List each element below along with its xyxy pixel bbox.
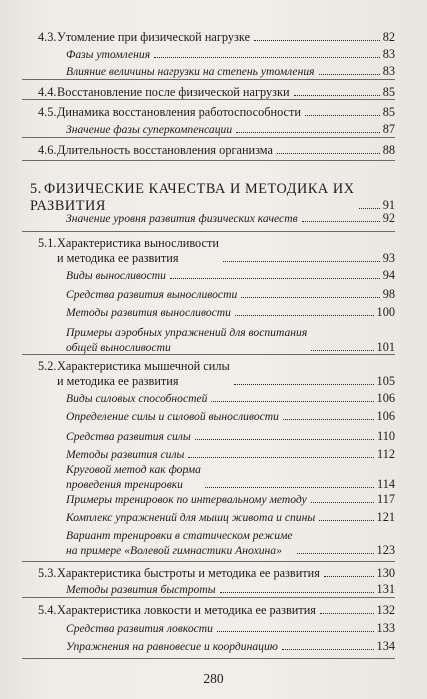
section-divider bbox=[22, 561, 395, 562]
entry-title: Методы развития силы bbox=[66, 448, 185, 461]
entry-title: Характеристика мышечной силы bbox=[57, 359, 230, 373]
page-ref: 123 bbox=[376, 543, 395, 557]
page-ref: 133 bbox=[376, 621, 395, 635]
dot-leader bbox=[217, 631, 374, 632]
page-ref: 112 bbox=[377, 447, 395, 461]
toc-subentry bbox=[66, 325, 307, 355]
toc-subentry bbox=[66, 429, 191, 444]
section-number: 5.2. bbox=[38, 359, 57, 373]
dot-leader bbox=[170, 278, 380, 279]
dot-leader bbox=[277, 153, 380, 154]
dot-leader bbox=[254, 40, 380, 41]
dot-leader bbox=[188, 457, 374, 458]
dot-leader bbox=[282, 649, 374, 650]
toc-subentry bbox=[66, 64, 315, 79]
page-ref: 130 bbox=[376, 566, 395, 580]
entry-title: Средства развития ловкости bbox=[66, 622, 213, 635]
page-ref: 106 bbox=[376, 391, 395, 405]
entry-title: Примеры тренировок по интервальному методу bbox=[66, 493, 307, 506]
entry-title: Длительность восстановления организма bbox=[57, 143, 273, 157]
section-number: 4.5. bbox=[38, 105, 57, 119]
dot-leader bbox=[241, 297, 379, 298]
page-ref: 98 bbox=[382, 287, 395, 301]
entry-title: Круговой метод как форма bbox=[66, 463, 201, 476]
page-ref: 100 bbox=[376, 305, 395, 319]
dot-leader bbox=[359, 208, 380, 209]
toc-subentry bbox=[66, 528, 293, 558]
entry-title: Комплекс упражнений для мышц живота и спины bbox=[66, 511, 316, 524]
page-ref: 121 bbox=[376, 510, 395, 524]
page-ref: 83 bbox=[382, 47, 395, 61]
page-ref: 106 bbox=[376, 409, 395, 423]
toc-section bbox=[38, 566, 320, 581]
dot-leader bbox=[311, 502, 374, 503]
section-divider bbox=[22, 79, 395, 80]
page-ref: 85 bbox=[382, 105, 395, 119]
section-number: 5.3. bbox=[38, 566, 57, 580]
page-ref: 117 bbox=[377, 492, 395, 506]
entry-title: Характеристика ловкости и методика ее развития bbox=[57, 603, 316, 617]
toc-section bbox=[38, 236, 219, 266]
dot-leader bbox=[302, 221, 380, 222]
entry-title: Утомление при физической нагрузке bbox=[57, 30, 251, 44]
toc-subentry bbox=[66, 621, 213, 636]
entry-title: Средства развития силы bbox=[66, 430, 191, 443]
dot-leader bbox=[283, 419, 374, 420]
entry-title: и методика ее развития bbox=[57, 374, 179, 388]
page-ref: 87 bbox=[382, 122, 395, 136]
entry-title: Характеристика выносливости bbox=[57, 236, 219, 250]
section-number: 4.6. bbox=[38, 143, 57, 157]
toc-subentry bbox=[66, 447, 184, 462]
toc-section bbox=[38, 603, 316, 618]
page-ref: 131 bbox=[376, 582, 395, 596]
dot-leader bbox=[235, 315, 374, 316]
toc-subentry bbox=[66, 211, 298, 226]
entry-title: Динамика восстановления работоспособности bbox=[57, 105, 301, 119]
page-ref: 85 bbox=[382, 85, 395, 99]
section-number: 5.1. bbox=[38, 236, 57, 250]
page-ref: 91 bbox=[382, 198, 395, 212]
dot-leader bbox=[154, 57, 380, 58]
entry-title: Восстановление после физической нагрузки bbox=[57, 85, 290, 99]
dot-leader bbox=[305, 115, 380, 116]
dot-leader bbox=[205, 487, 374, 488]
page-ref: 93 bbox=[382, 251, 395, 265]
toc-section bbox=[38, 85, 290, 100]
entry-title: ФИЗИЧЕСКИЕ КАЧЕСТВА И МЕТОДИКА ИХ bbox=[44, 181, 355, 197]
section-divider bbox=[22, 658, 395, 659]
entry-title: Средства развития выносливости bbox=[66, 288, 238, 301]
entry-title: Примеры аэробных упражнений для воспитания bbox=[66, 326, 308, 339]
page-ref: 94 bbox=[382, 268, 395, 282]
toc-subentry bbox=[66, 122, 232, 137]
dot-leader bbox=[311, 350, 373, 351]
page-ref: 83 bbox=[382, 64, 395, 78]
entry-title: Значение фазы суперкомпенсации bbox=[66, 123, 233, 136]
entry-title: Упражнения на равновесие и координацию bbox=[66, 640, 278, 653]
toc-subentry bbox=[66, 639, 278, 654]
entry-title: Фазы утомления bbox=[66, 48, 151, 61]
section-number: 4.4. bbox=[38, 85, 57, 99]
toc-subentry bbox=[66, 409, 279, 424]
toc-subentry bbox=[66, 391, 207, 406]
toc-subentry bbox=[66, 582, 216, 597]
section-number: 5.4. bbox=[38, 603, 57, 617]
toc-subentry bbox=[66, 510, 315, 525]
toc-section bbox=[38, 105, 301, 120]
dot-leader bbox=[236, 132, 380, 133]
section-number: 4.3. bbox=[38, 30, 57, 44]
dot-leader bbox=[195, 439, 374, 440]
entry-title: Виды силовых способностей bbox=[66, 392, 208, 405]
dot-leader bbox=[220, 592, 374, 593]
page-ref: 82 bbox=[382, 30, 395, 44]
dot-leader bbox=[320, 613, 374, 614]
toc-subentry bbox=[66, 268, 166, 283]
dot-leader bbox=[324, 576, 374, 577]
section-divider bbox=[22, 137, 395, 138]
page-ref: 92 bbox=[382, 211, 395, 225]
entry-title: и методика ее развития bbox=[57, 251, 179, 265]
entry-title: Вариант тренировки в статическом режиме bbox=[66, 529, 293, 542]
dot-leader bbox=[294, 95, 380, 96]
dot-leader bbox=[319, 520, 373, 521]
entry-title: Виды выносливости bbox=[66, 269, 166, 282]
toc-section bbox=[38, 30, 250, 45]
toc-subentry bbox=[66, 462, 201, 492]
entry-title: РАЗВИТИЯ bbox=[30, 198, 106, 214]
entry-title: Характеристика быстроты и методика ее развития bbox=[57, 566, 320, 580]
entry-title: проведения тренировки bbox=[66, 478, 183, 491]
section-divider bbox=[22, 231, 395, 232]
section-number: 5. bbox=[30, 181, 42, 197]
toc-subentry bbox=[66, 47, 150, 62]
section-divider bbox=[22, 597, 395, 598]
dot-leader bbox=[223, 261, 380, 262]
page-ref: 132 bbox=[376, 603, 395, 617]
entry-title: на примере «Волевой гимнастики Анохина» bbox=[66, 544, 282, 557]
page-number: 280 bbox=[203, 671, 224, 686]
dot-leader bbox=[234, 384, 374, 385]
page-ref: 110 bbox=[377, 429, 395, 443]
toc-subentry bbox=[66, 287, 237, 302]
toc-chapter bbox=[30, 181, 355, 215]
dot-leader bbox=[297, 553, 374, 554]
toc-section bbox=[38, 143, 273, 158]
page-ref: 88 bbox=[382, 143, 395, 157]
page-ref: 114 bbox=[377, 477, 395, 491]
entry-title: Значение уровня развития физических качеств bbox=[66, 212, 298, 225]
toc-subentry bbox=[66, 305, 231, 320]
section-divider bbox=[22, 160, 395, 161]
entry-title: Методы развития выносливости bbox=[66, 306, 231, 319]
page-ref: 101 bbox=[376, 340, 395, 354]
dot-leader bbox=[211, 401, 373, 402]
page-ref: 105 bbox=[376, 374, 395, 388]
entry-title: Влияние величины нагрузки на степень утомления bbox=[66, 65, 315, 78]
entry-title: Методы развития быстроты bbox=[66, 583, 216, 596]
entry-title: Определение силы и силовой выносливости bbox=[66, 410, 279, 423]
dot-leader bbox=[319, 74, 380, 75]
entry-title: общей выносливости bbox=[66, 341, 171, 354]
toc-section bbox=[38, 359, 230, 389]
toc-subentry bbox=[66, 492, 307, 507]
page-ref: 134 bbox=[376, 639, 395, 653]
